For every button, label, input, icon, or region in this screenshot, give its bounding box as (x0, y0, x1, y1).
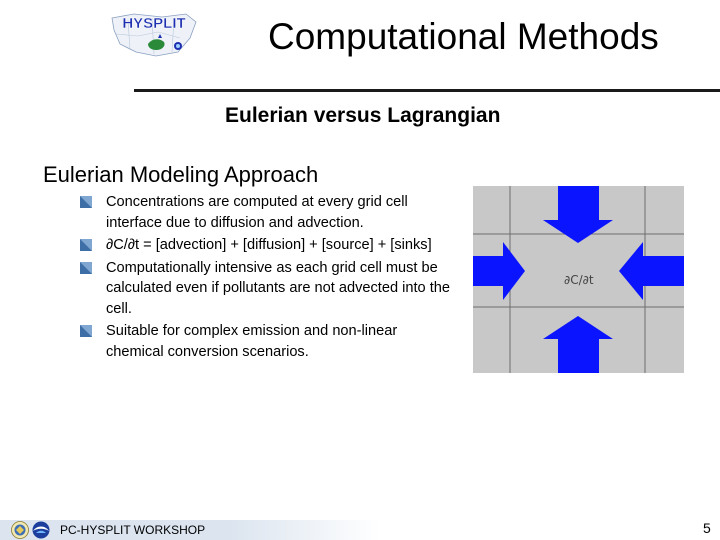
bullet-icon (80, 239, 92, 251)
list-item (80, 192, 452, 233)
bullet-text: ∂C/∂t = [advection] + [diffusion] + [source] + [sinks] (106, 237, 432, 253)
noaa-seal-icon (32, 521, 50, 539)
diagram-label: ∂C/∂t (564, 273, 594, 287)
list-item (80, 235, 452, 256)
title-divider (134, 89, 720, 92)
logo-text: HYSPLIT (122, 15, 186, 32)
bullet-text: Suitable for complex emission and non-linear chemical conversion scenarios. (106, 323, 398, 360)
hysplit-logo (108, 8, 200, 62)
slide-subtitle: Eulerian versus Lagrangian (225, 104, 501, 127)
list-item (80, 321, 452, 362)
bullet-icon (80, 196, 92, 208)
bullet-icon (80, 325, 92, 337)
slide-title: Computational Methods (268, 16, 659, 57)
page-number: 5 (703, 520, 711, 536)
doc-seal-icon (11, 521, 29, 539)
bullet-text: Computationally intensive as each grid cell must be calculated even if pollutants are not advected into the cell. (106, 259, 450, 317)
section-heading: Eulerian Modeling Approach (43, 162, 319, 187)
bullet-icon (80, 262, 92, 274)
list-item (80, 258, 452, 320)
bullet-list (80, 192, 452, 364)
bullet-text: Concentrations are computed at every grid cell interface due to diffusion and advection. (106, 194, 408, 231)
footer-text: PC-HYSPLIT WORKSHOP (60, 523, 206, 537)
grid-cell-diagram (473, 186, 684, 373)
